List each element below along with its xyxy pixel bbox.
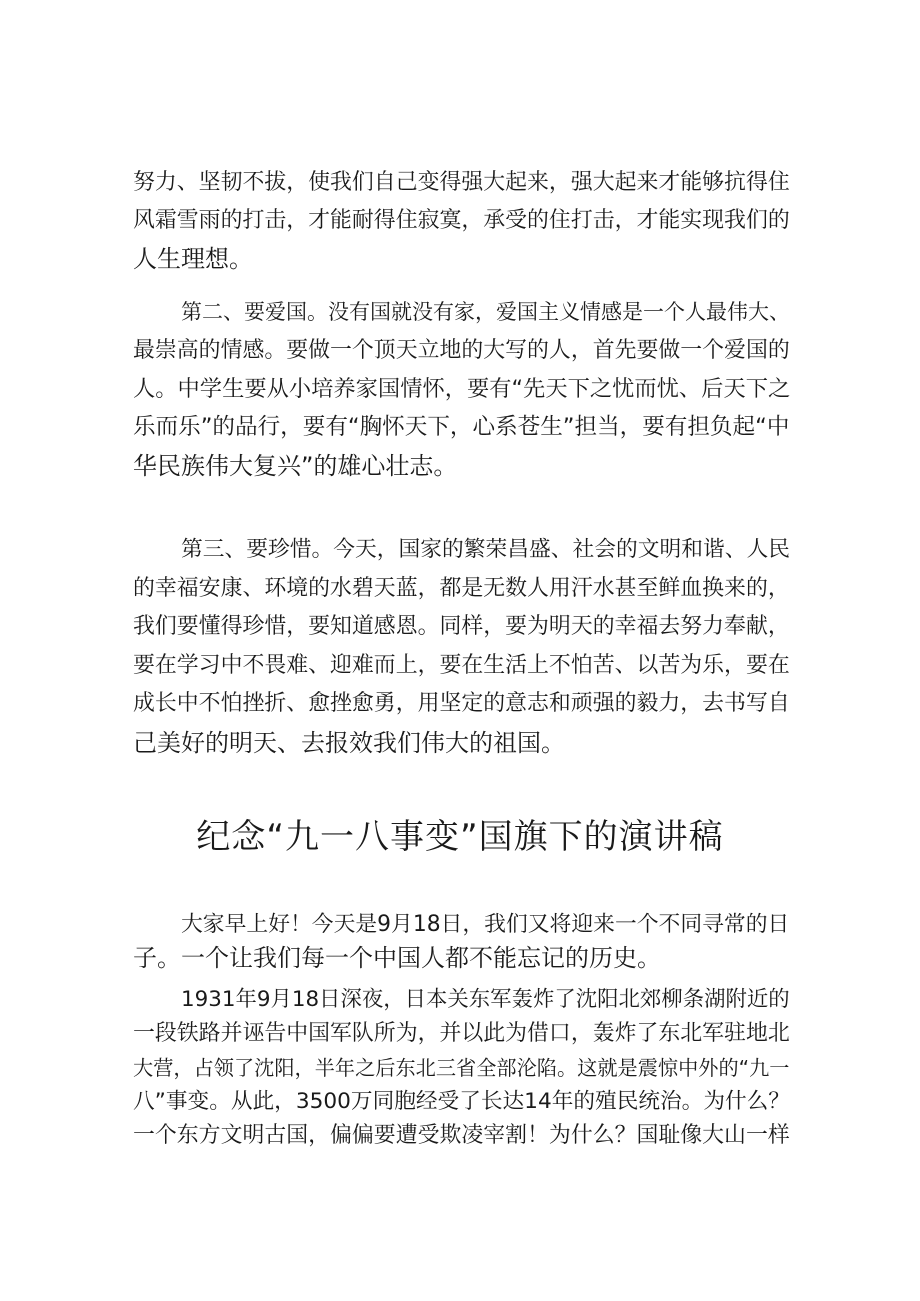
paragraph-line: 八”事变。从此，3500万同胞经受了长达14年的殖民统治。为什么？ — [133, 1089, 790, 1114]
paragraph-line: 的幸福安康、环境的水碧天蓝，都是无数人用汗水甚至鲜血换来的， — [133, 576, 790, 601]
paragraph-line: 第三、要珍惜。今天，国家的繁荣昌盛、社会的文明和谐、人民 — [181, 537, 790, 562]
paragraph-line: 最崇高的情感。要做一个顶天立地的大写的人，首先要做一个爱国的 — [133, 338, 790, 363]
paragraph-line: 风霜雪雨的打击，才能耐得住寂寞，承受的住打击，才能实现我们的 — [133, 208, 790, 233]
paragraph-line: 1931年9月18日深夜，日本关东军轰炸了沈阳北郊柳条湖附近的 — [181, 987, 790, 1012]
paragraph-line: 一段铁路并诬告中国军队所为，并以此为借口，轰炸了东北军驻地北 — [133, 1021, 790, 1046]
paragraph-line: 第二、要爱国。没有国就没有家，爱国主义情感是一个人最伟大、 — [181, 300, 790, 324]
paragraph-line: 大家早上好！今天是9月18日，我们又将迎来一个不同寻常的日 — [181, 912, 790, 937]
paragraph-line: 大营，占领了沈阳，半年之后东北三省全部沦陷。这就是震惊中外的“九一 — [133, 1056, 790, 1080]
paragraph-line: 努力、坚韧不拔，使我们自己变得强大起来，强大起来才能够抗得住 — [133, 170, 790, 195]
paragraph-line: 人。中学生要从小培养家国情怀，要有“先天下之忧而忧、后天下之 — [133, 376, 791, 402]
paragraph-line: 子。一个让我们每一个中国人都不能忘记的历史。 — [133, 944, 661, 972]
paragraph-line: 人生理想。 — [133, 245, 253, 273]
paragraph-line: 要在学习中不畏难、迎难而上，要在生活上不怕苦、以苦为乐，要在 — [133, 653, 790, 678]
speech-title: 纪念“九一八事变”国旗下的演讲稿 — [196, 817, 724, 857]
paragraph-line: 己美好的明天、去报效我们伟大的祖国。 — [133, 729, 565, 757]
paragraph-line: 成长中不怕挫折、愈挫愈勇，用坚定的意志和顽强的毅力，去书写自 — [133, 691, 790, 716]
paragraph-line: 我们要懂得珍惜，要知道感恩。同样，要为明天的幸福去努力奉献， — [133, 614, 790, 639]
paragraph-line: 乐而乐”的品行，要有“胸怀天下，心系苍生”担当，要有担负起“中 — [133, 414, 790, 440]
paragraph-line: 华民族伟大复兴”的雄心壮志。 — [133, 452, 458, 480]
paragraph-line: 一个东方文明古国，偏偏要遭受欺凌宰割！为什么？国耻像大山一样 — [133, 1123, 790, 1148]
